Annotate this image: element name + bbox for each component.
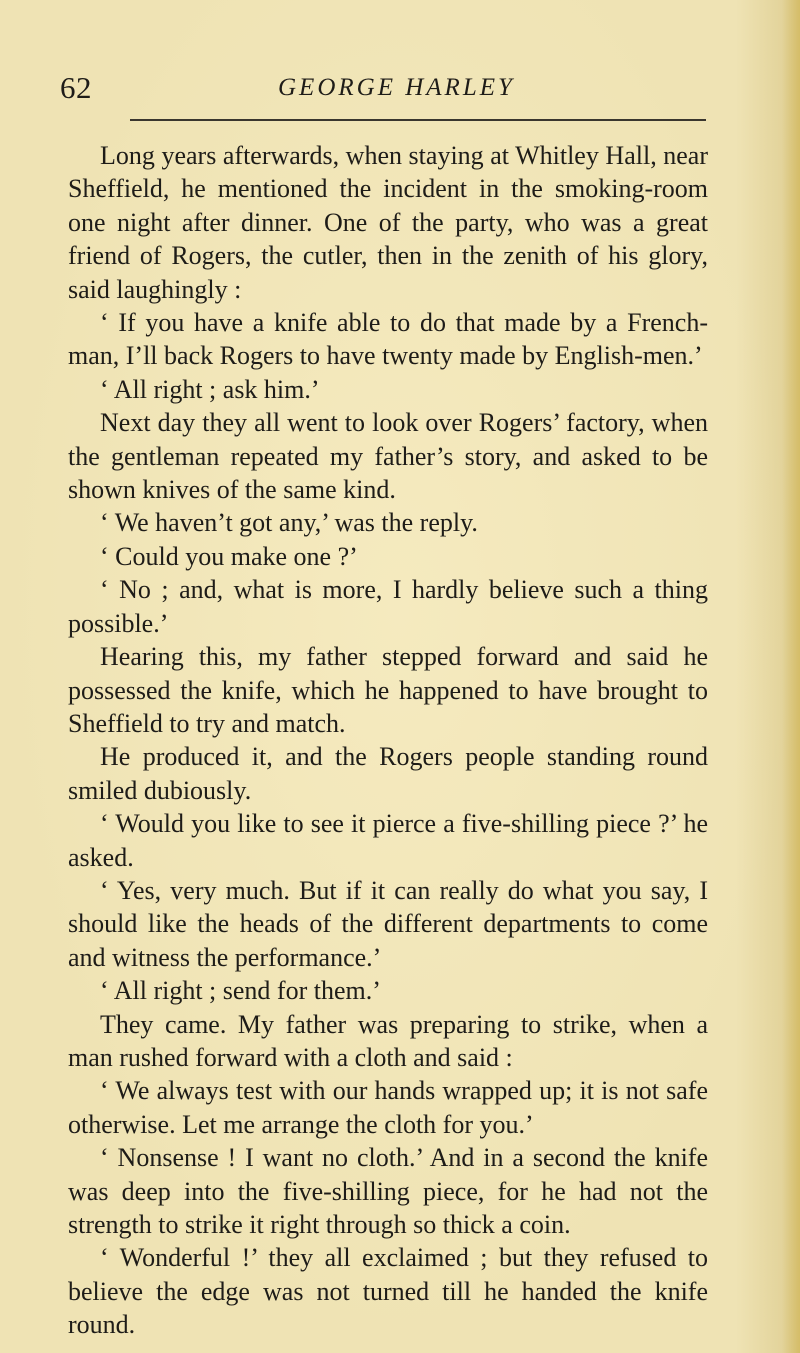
paragraph: ‘ No ; and, what is more, I hardly believe such a thing possible.’ xyxy=(68,575,708,638)
header-rule xyxy=(130,119,706,121)
paragraph: ‘ Yes, very much. But if it can really do what you say, I should like the heads of the different departments to come and witness the performance.’ xyxy=(68,875,708,972)
paragraph: ‘ Wonderful !’ they all exclaimed ; but they refused to believe the edge was not turned till he handed the knife round. xyxy=(68,1243,708,1340)
paragraph: He produced it, and the Rogers people standing round smiled dubiously. xyxy=(68,742,708,805)
paragraph: Long years afterwards, when staying at Whitley Hall, near Sheffield, he mentioned the incident in the smoking-room one night after dinner. One of the party, who was a great friend of Rogers, the cutler, then in the zenith of his glory, said laughingly : xyxy=(68,141,708,304)
body-text xyxy=(68,139,708,1342)
paragraph: ‘ Would you like to see it pierce a five-shilling piece ?’ he asked. xyxy=(68,809,708,872)
paragraph: ‘ Nonsense ! I want no cloth.’ And in a second the knife was deep into the five-shilling piece, for he had not the strength to strike it right through so thick a coin. xyxy=(68,1143,708,1239)
page-number: 62 xyxy=(60,70,92,105)
paragraph: ‘ We always test with our hands wrapped up; it is not safe otherwise. Let me arrange the cloth for you.’ xyxy=(68,1076,708,1139)
running-title: GEORGE HARLEY xyxy=(278,74,515,101)
paragraph: ‘ Could you make one ?’ xyxy=(100,541,358,571)
page-edge-shadow xyxy=(782,0,800,1353)
paragraph: ‘ All right ; send for them.’ xyxy=(100,976,381,1006)
paragraph: ‘ If you have a knife able to do that made by a French-man, I’ll back Rogers to have twenty made by English-men.’ xyxy=(68,308,708,371)
paragraph: They came. My father was preparing to strike, when a man rushed forward with a cloth and said : xyxy=(68,1009,708,1072)
paragraph: Next day they all went to look over Rogers’ factory, when the gentleman repeated my father’s story, and asked to be shown knives of the same kind. xyxy=(68,408,708,505)
paragraph: Hearing this, my father stepped forward and said he possessed the knife, which he happened to have brought to Sheffield to try and match. xyxy=(68,642,708,738)
paragraph: ‘ We haven’t got any,’ was the reply. xyxy=(100,508,478,538)
paragraph: ‘ All right ; ask him.’ xyxy=(100,374,320,404)
